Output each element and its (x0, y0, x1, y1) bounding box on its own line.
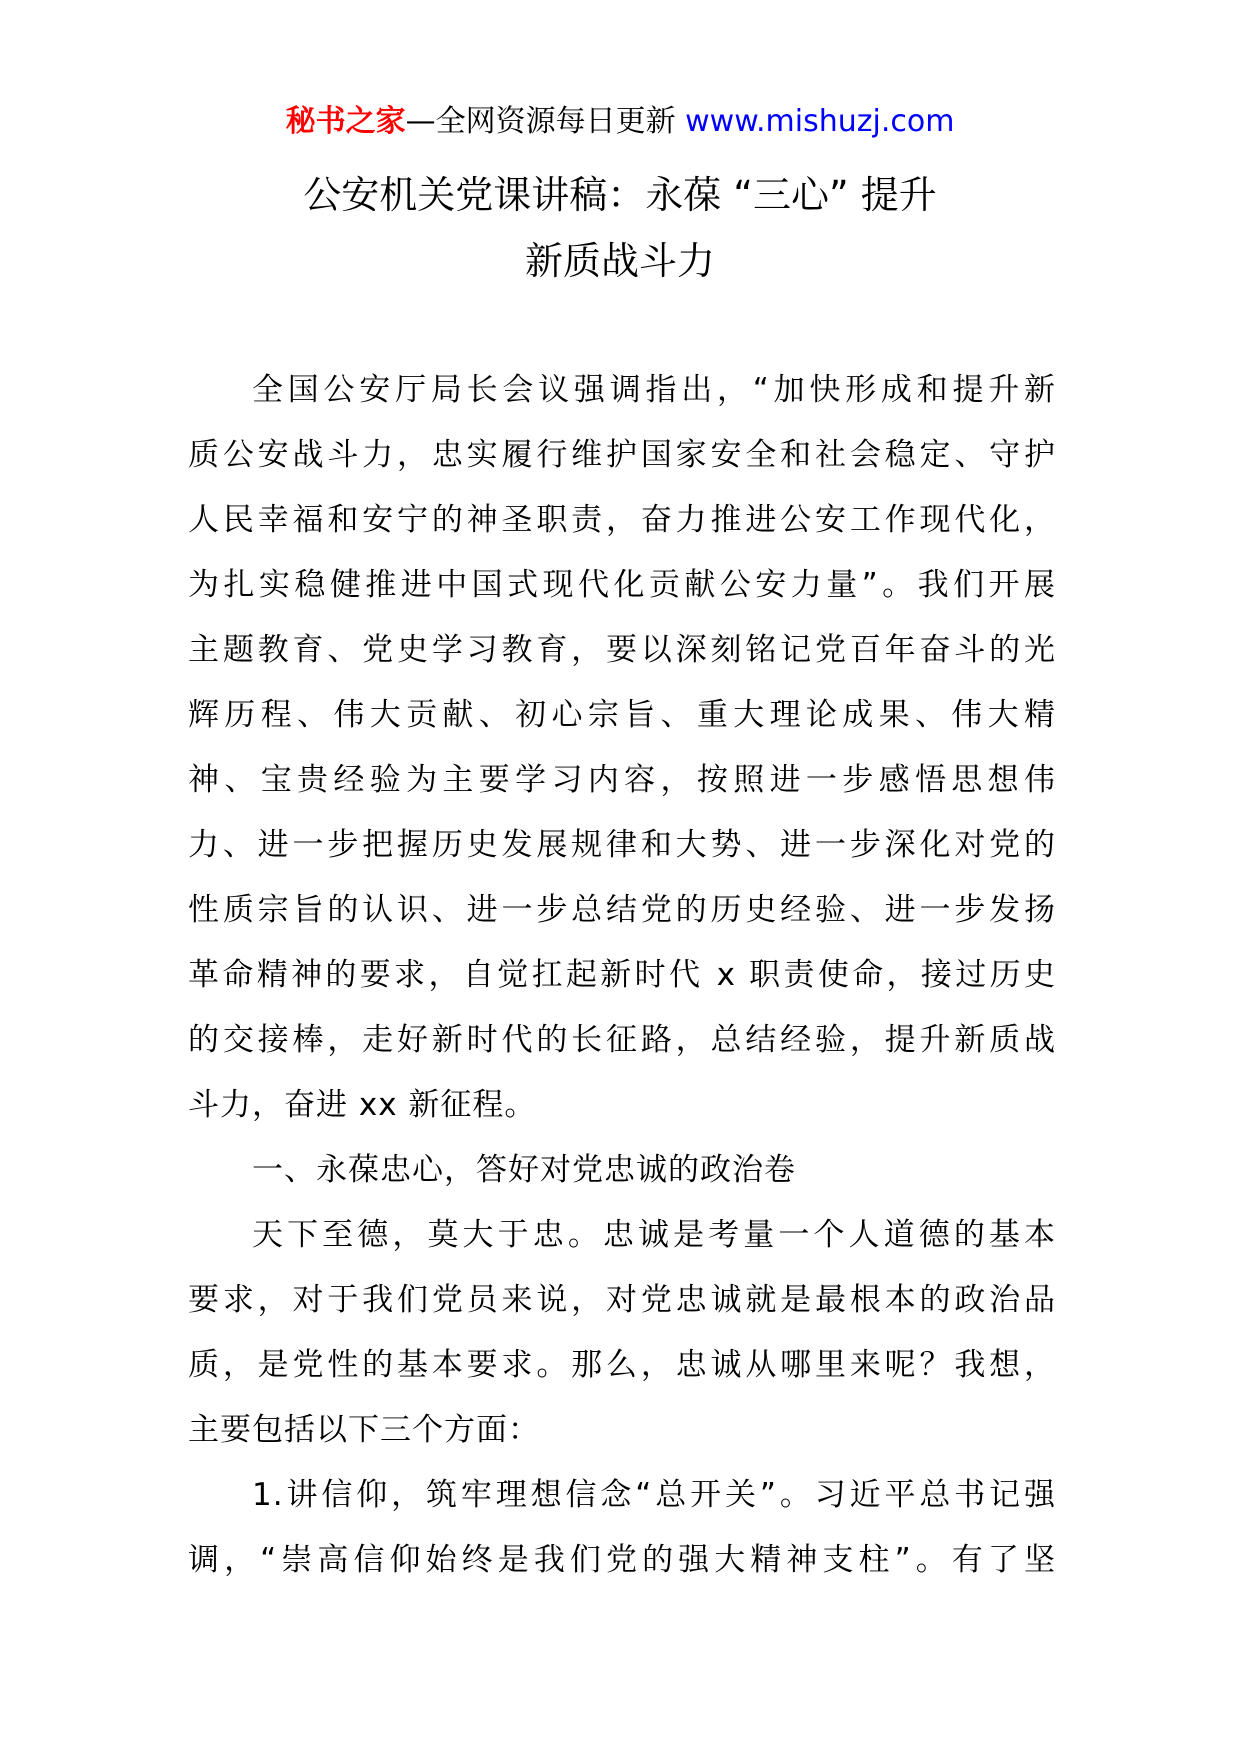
paragraph-line: 要求，对于我们党员来说，对党忠诚就是最根本的政治品 (188, 1282, 1056, 1318)
section-heading: 一、永葆忠心，答好对党忠诚的政治卷 (252, 1152, 796, 1188)
site-url-link[interactable]: www.mishuzj.com (685, 104, 955, 139)
document-body (188, 358, 1056, 1593)
paragraph-line: 的交接棒，走好新时代的长征路，总结经验，提升新质战 (188, 1022, 1056, 1058)
paragraph-line: 辉历程、伟大贡献、初心宗旨、重大理论成果、伟大精 (188, 697, 1056, 733)
paragraph-line: 全国公安厅局长会议强调指出，“加快形成和提升新 (252, 372, 1056, 408)
paragraph-line: 质公安战斗力，忠实履行维护国家安全和社会稳定、守护 (188, 437, 1056, 473)
paragraph-line: 斗力，奋进 xx 新征程。 (188, 1087, 537, 1123)
site-header (0, 100, 1240, 144)
paragraph-line: 质，是党性的基本要求。那么，忠诚从哪里来呢？我想， (188, 1347, 1056, 1383)
brand-name: 秘书之家 (285, 104, 406, 139)
paragraph-line: 革命精神的要求，自觉扛起新时代 x 职责使命，接过历史 (188, 957, 1056, 993)
document-title (0, 162, 1240, 294)
paragraph-line: 人民幸福和安宁的神圣职责，奋力推进公安工作现代化， (188, 502, 1056, 538)
title-line: 公安机关党课讲稿：永葆 “三心” 提升 (303, 173, 937, 217)
paragraph-line: 调，“崇高信仰始终是我们党的强大精神支柱”。有了坚 (188, 1542, 1056, 1578)
paragraph-line: 力、进一步把握历史发展规律和大势、进一步深化对党的 (188, 827, 1056, 863)
paragraph-line: 主题教育、党史学习教育，要以深刻铭记党百年奋斗的光 (188, 632, 1056, 668)
paragraph-line: 神、宝贵经验为主要学习内容，按照进一步感悟思想伟 (188, 762, 1056, 798)
paragraph-line: 天下至德，莫大于忠。忠诚是考量一个人道德的基本 (252, 1217, 1056, 1253)
title-line: 新质战斗力 (524, 239, 715, 283)
paragraph-line: 为扎实稳健推进中国式现代化贡献公安力量”。我们开展 (188, 567, 1056, 603)
paragraph-line: 1.讲信仰，筑牢理想信念“总开关”。习近平总书记强 (252, 1477, 1056, 1513)
paragraph-line: 性质宗旨的认识、进一步总结党的历史经验、进一步发扬 (188, 892, 1056, 928)
paragraph-line: 主要包括以下三个方面： (188, 1412, 540, 1448)
header-tagline: —全网资源每日更新 (405, 104, 676, 139)
